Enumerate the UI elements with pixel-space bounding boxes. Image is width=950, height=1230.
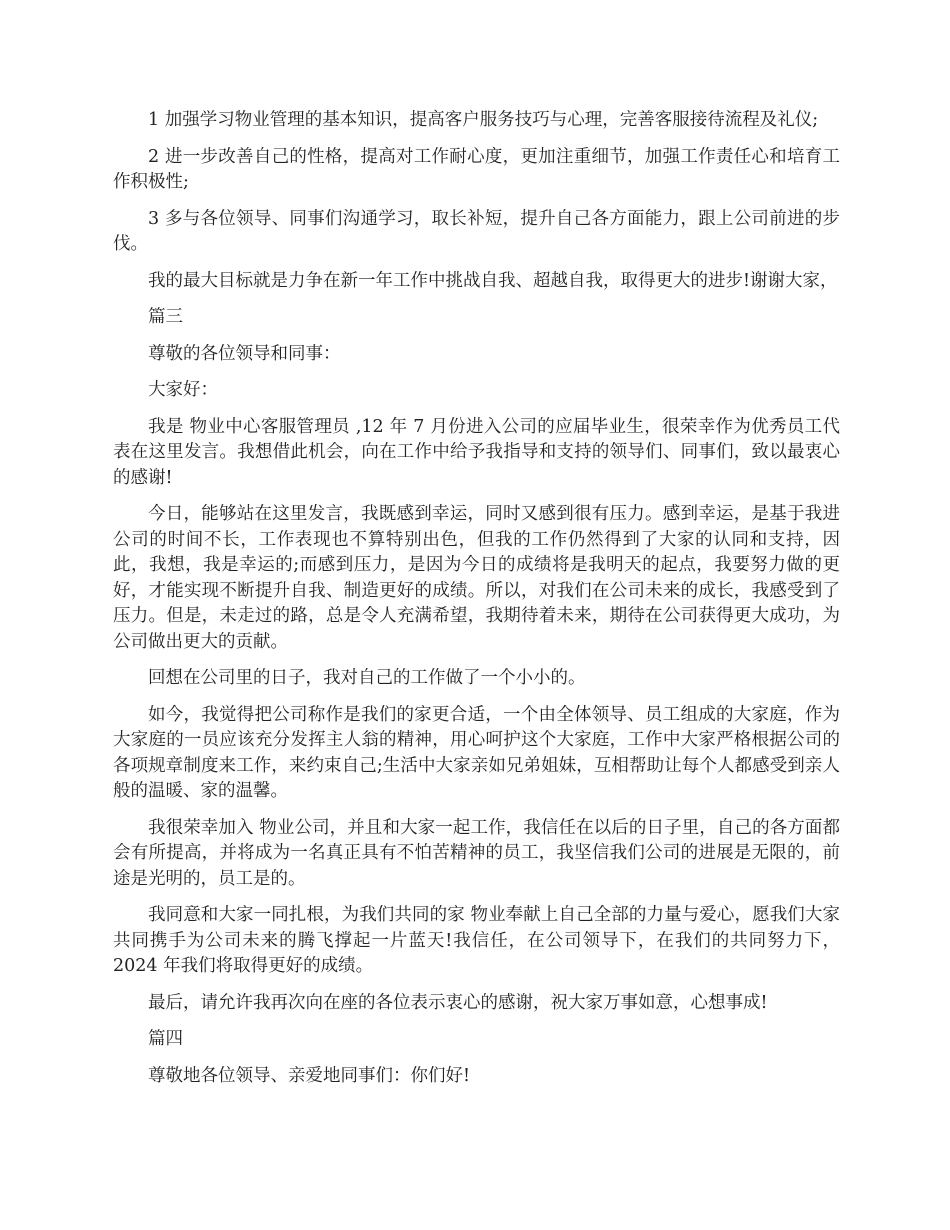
section-heading-4: 篇四 (148, 1029, 183, 1049)
section-heading-3: 篇三 (148, 307, 183, 327)
salutation: 尊敬的各位领导和同事： (148, 343, 341, 364)
paragraph-2: 2 进一步改善自己的性格，提高对工作耐心度，更加注重细节，加强工作责任心和培育工作积极性; (113, 146, 840, 192)
paragraph-feelings: 今日，能够站在这里发言，我既感到幸运，同时又感到很有压力。感到幸运，是基于我进公司的时间不长，工作表现也不算特别出色，但我的工作仍然得到了大家的认同和支持，因此，我想，我是幸运的;而感到压力，是因为今日的成绩将是我明天的起点，我要努力做的更好，才能实现不断提升自我、制造更好的成绩。所以，对我们在公司未来的成长，我感受到了压力。但是，未走过的路，总是令人充满希望，我期待着未来，期待在公司获得更大成功，为公司做出更大的贡献。 (113, 504, 840, 652)
paragraph-honor: 我很荣幸加入 物业公司，并且和大家一起工作，我信任在以后的日子里，自己的各方面都会有所提高，并将成为一名真正具有不怕苦精神的员工，我坚信我们公司的进展是无限的，前途是光明的，员工是的。 (113, 817, 840, 889)
paragraph-family: 如今，我觉得把公司称作是我们的家更合适，一个由全体领导、员工组成的大家庭，作为大家庭的一员应该充分发挥主人翁的精神，用心呵护这个大家庭，工作中大家严格根据公司的各项规章制度来工作，来约束自己;生活中大家亲如兄弟姐妹，互相帮助让每个人都感受到亲人般的温暖、家的温馨。 (113, 704, 840, 801)
paragraph-intro: 我是 物业中心客服管理员 ,12 年 7 月份进入公司的应届毕业生，很荣幸作为优秀员工代表在这里发言。我想借此机会，向在工作中给予我指导和支持的领导们、同事们，致以最衷心的感谢! (113, 416, 840, 488)
greeting: 大家好： (148, 380, 218, 400)
paragraph-closing: 最后，请允许我再次向在座的各位表示衷心的感谢，祝大家万事如意，心想事成! (148, 992, 768, 1013)
paragraph-1: 1 加强学习物业管理的基本知识，提高客户服务技巧与心理，完善客服接待流程及礼仪; (148, 110, 819, 130)
paragraph-reflection: 回想在公司里的日子，我对自己的工作做了一个小小的。 (148, 668, 586, 688)
salutation-4: 尊敬地各位领导、亲爱地同事们：你们好! (148, 1065, 471, 1086)
document-body (113, 108, 840, 1100)
paragraph-4: 我的最大目标就是力争在新一年工作中挑战自我、超越自我，取得更大的进步!谢谢大家， (148, 270, 838, 291)
paragraph-3: 3 多与各位领导、同事们沟通学习，取长补短，提升自己各方面能力，跟上公司前进的步伐。 (113, 208, 840, 254)
paragraph-commitment: 我同意和大家一同扎根，为我们共同的家 物业奉献上自己全部的力量与爱心，愿我们大家共同携手为公司未来的腾飞撑起一片蓝天!我信任，在公司领导下，在我们的共同努力下，2024 年我们将取得更好的成绩。 (113, 905, 840, 976)
